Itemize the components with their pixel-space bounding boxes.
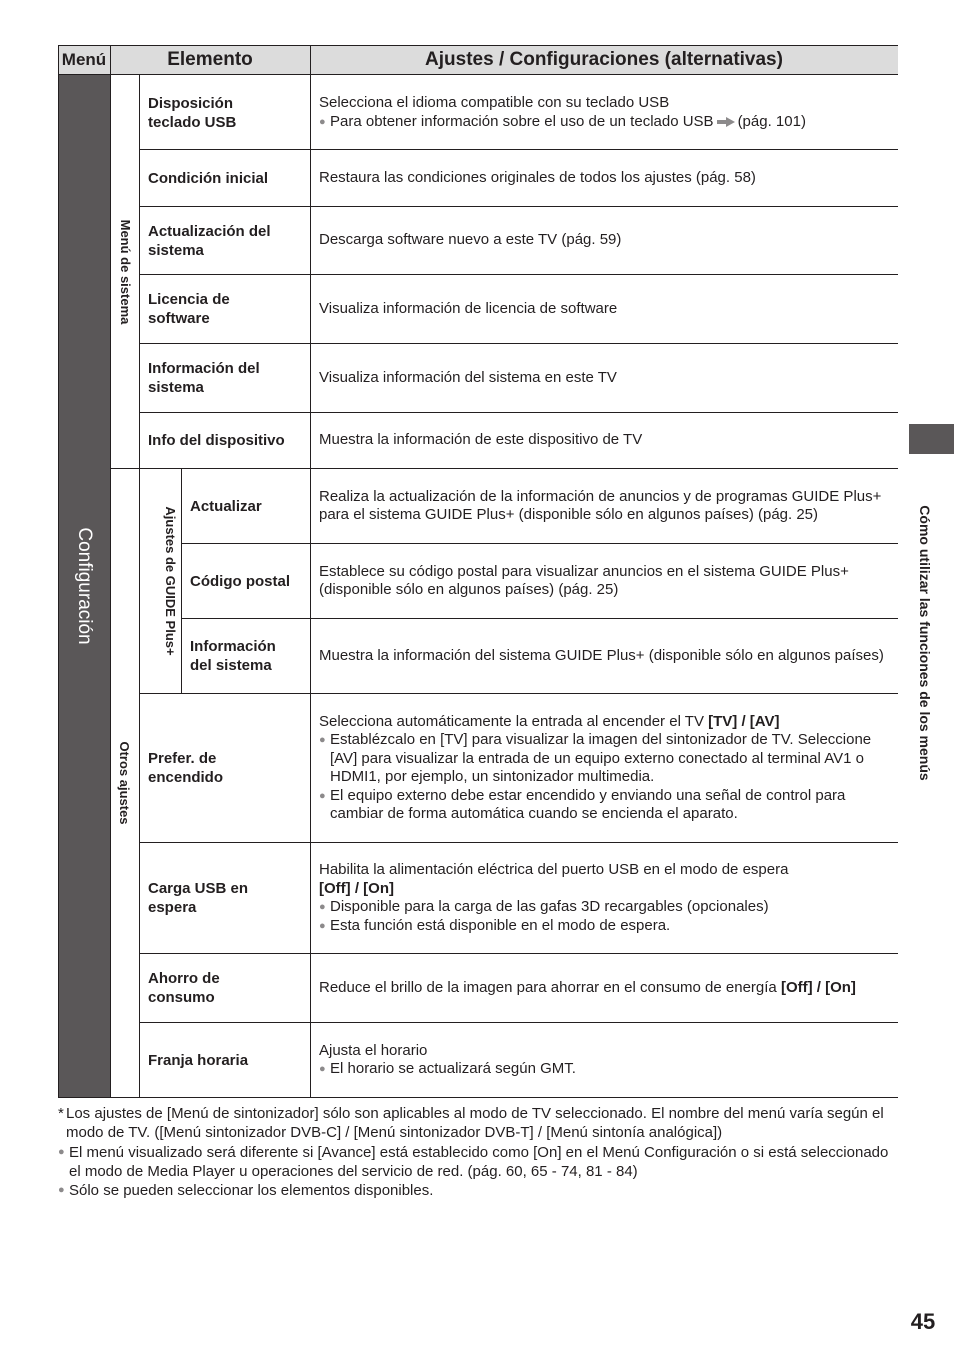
arrow-right-icon [717,117,735,127]
item-franja-horaria: Franja horaria [148,1051,249,1069]
desc-condicion-inicial: Restaura las condiciones originales de todos los ajustes (pág. 58) [319,168,756,186]
side-tab-label: Cómo utilizar las funciones de los menús [917,505,933,781]
item-actualizar: Actualizar [190,497,262,515]
footnote-1: * Los ajustes de [Menú de sintonizador] sólo son aplicables al modo de TV seleccionado. El nombre del menú varía según el modo de TV. ([Menú sintonizador DVB-C] / [Menú sintonizador DVB-T] / [Menú sintonía analógica]) [58,1105,884,1141]
bullet-icon: ● [319,1063,326,1075]
bullet-text: Para obtener información sobre el uso de un teclado USB (pág. 101) [330,112,806,130]
desc-actualizar: Realiza la actualización de la información de anuncios y de programas GUIDE Plus+ para el sistema GUIDE Plus+ (disponible sólo en algunos países) (pág. 25) [319,487,882,523]
item-condicion-inicial: Condición inicial [148,169,269,187]
bullet-icon: ● [58,1146,65,1158]
header-menu: Menú [61,50,107,69]
item-codigo-postal: Código postal [190,572,290,590]
item-informacion-sistema: Información del sistema [148,360,260,396]
desc-disposicion-teclado [310,76,898,149]
item-guide-informacion-sistema: Información del sistema [190,638,276,674]
desc-licencia-software: Visualiza información de licencia de software [319,299,618,317]
bullet-icon: ● [319,789,326,802]
desc-prefer-encendido: Selecciona automáticamente la entrada al encender el TV [TV] / [AV] ● Establézcalo en [TV] para visualizar la imagen del sintonizador de TV. Seleccione [AV] para visualizar la entrada de un equipo externo conectado al terminal AV1 o HDMI1, por ejemplo, un sintonizador multimedia. ● El equipo externo debe estar encendido y enviando una señal de control para cambiar de forma automática cuando se encienda el aparato. [319,712,872,822]
desc-franja-horaria: Ajusta el horario ● El horario se actualizará según GMT. [319,1041,576,1077]
header-ajustes: Ajustes / Configuraciones (alternativas) [425,49,783,70]
footnote-3: ● Sólo se pueden seleccionar los elementos disponibles. [58,1182,434,1199]
menu-sistema-label: Menú de sistema [118,219,133,325]
desc-info-dispositivo: Muestra la información de este dispositivo de TV [319,431,643,449]
page-number: 45 [910,1309,936,1334]
item-actualizacion-sistema: Actualización del sistema [148,222,271,259]
desc-guide-informacion-sistema: Muestra la información del sistema GUIDE Plus+ (disponible sólo en algunos países) [319,646,884,664]
bullet-icon: ● [319,734,326,746]
desc-text: Selecciona el idioma compatible con su teclado USB [319,94,670,111]
item-carga-usb: Carga USB en espera [148,880,249,916]
side-tab [909,424,954,454]
item-licencia-software: Licencia de software [148,291,230,327]
item-disposicion-teclado: Disposición teclado USB [148,94,237,131]
bullet-icon: ● [58,1184,65,1196]
desc-codigo-postal: Establece su código postal para visualizar anuncios en el sistema GUIDE Plus+ (disponible sólo en algunos países) (pág. 25) [319,562,849,598]
footnote-2: ● El menú visualizado será diferente si [Avance] está establecido como [On] en el Menú Configuración o si está seleccionado el modo de Media Player u operaciones del servicio de red. (pág. 60, 65 - 74, 81 - 84) [58,1144,889,1180]
desc-carga-usb: Habilita la alimentación eléctrica del puerto USB en el modo de espera [Off] / [On] ● Disponible para la carga de las gafas 3D recargables (opcionales) ● Esta función está disponible en el modo de espera. [319,861,789,934]
asterisk-mark: * [58,1105,64,1122]
desc-informacion-sistema: Visualiza información del sistema en este TV [319,368,617,386]
item-info-dispositivo: Info del dispositivo [148,432,285,449]
header-elemento: Elemento [167,49,253,70]
item-prefer-encendido: Prefer. de encendido [148,750,224,786]
bullet-icon: ● [319,115,326,128]
bullet-icon: ● [319,919,326,932]
bullet-icon: ● [319,901,326,913]
desc-ahorro-consumo: Reduce el brillo de la imagen para ahorrar en el consumo de energía [Off] / [On] [319,978,856,996]
desc-actualizacion-sistema: Descarga software nuevo a este TV (pág. 59) [319,231,622,249]
otros-ajustes-label: Otros ajustes [117,741,132,825]
item-ahorro-consumo: Ahorro de consumo [148,970,220,1006]
configuracion-label: Configuración [74,527,95,645]
guide-plus-label: Ajustes de GUIDE Plus+ [163,506,178,656]
